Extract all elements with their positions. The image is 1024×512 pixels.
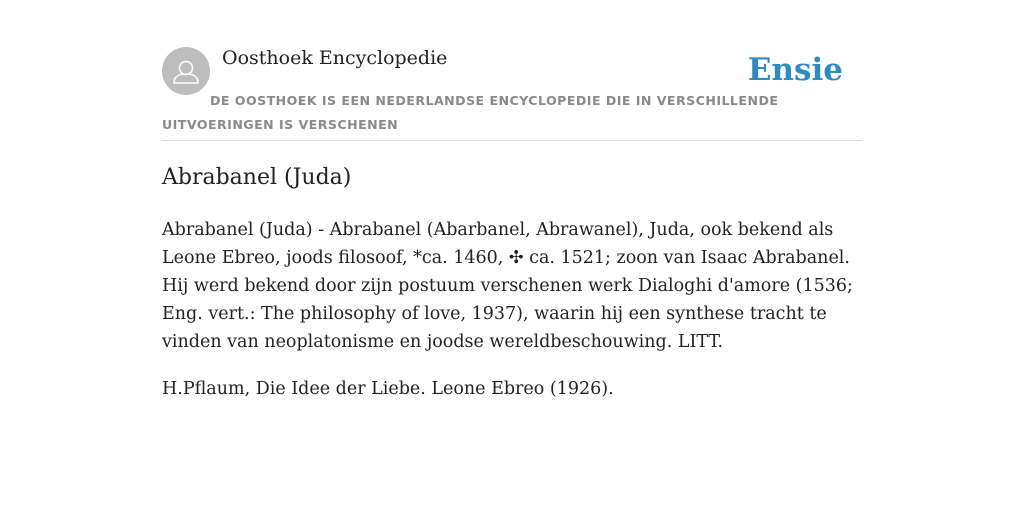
- article-reference: H.Pflaum, Die Idee der Liebe. Leone Ebreo (1926).: [162, 379, 614, 399]
- site-tagline: DE OOSTHOEK IS EEN NEDERLANDSE ENCYCLOPEDIE DIE IN VERSCHILLENDE UITVOERINGEN IS VERSCHENEN: [162, 93, 779, 132]
- page-header: [162, 0, 862, 141]
- article-body: Abrabanel (Juda) - Abrabanel (Abarbanel, Abrawanel), Juda, ook bekend als Leone Ebreo, joods filosoof, *ca. 1460, ✣ ca. 1521; zoon van Isaac Abrabanel. Hij werd bekend door zijn postuum verschenen werk Dialoghi d'amore (1536; Eng. vert.: The philosophy of love, 1937), waarin hij een synthese tracht te vinden van neoplatonisme en joodse wereldbeschouwing. LITT.: [162, 220, 853, 352]
- site-name[interactable]: Oosthoek Encyclopedie: [222, 47, 448, 69]
- user-avatar-icon[interactable]: [162, 47, 210, 95]
- brand-logo[interactable]: Ensie: [747, 52, 843, 88]
- page-container: [162, 0, 862, 399]
- article-title: Abrabanel (Juda): [162, 165, 352, 190]
- user-silhouette-icon: [162, 47, 210, 95]
